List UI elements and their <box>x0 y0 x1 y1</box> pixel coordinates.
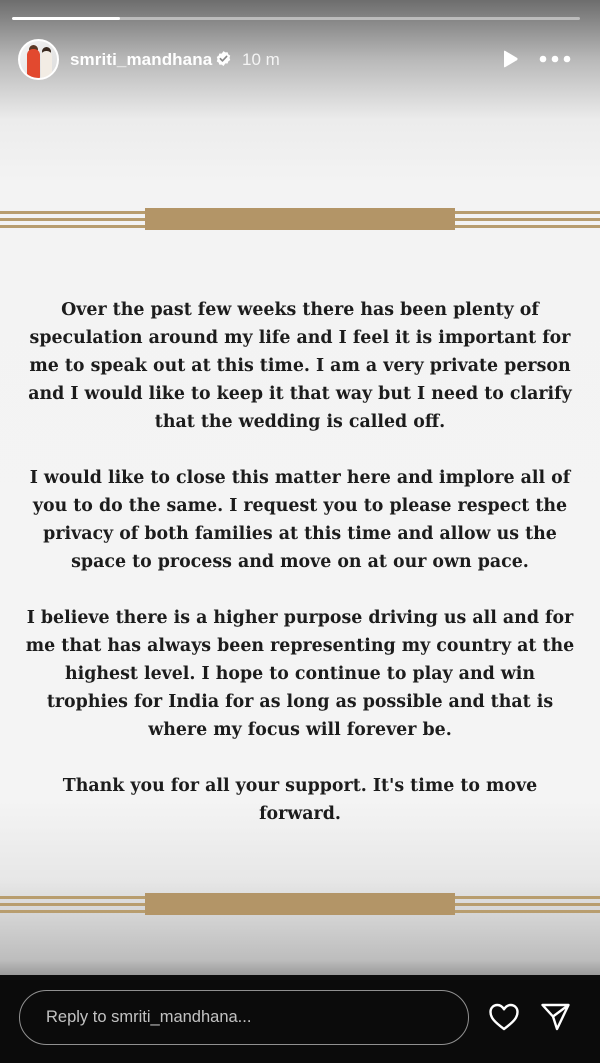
avatar[interactable] <box>18 39 59 80</box>
story-username[interactable]: smriti_mandhana <box>70 50 213 69</box>
story-progress-fill <box>12 17 120 20</box>
statement-paragraph-2: I would like to close this matter here and implore all of you to do the same. I request you to please respect the privacy of both families at this time and allow us the space to process and move on at our own pace. <box>29 468 571 572</box>
story-header <box>0 37 600 81</box>
story-time: 10 m <box>242 50 280 69</box>
statement-paragraph-1: Over the past few weeks there has been plenty of speculation around my life and I feel it is important for me to speak out at this time. I am a very private person and I would like to keep it that way but I need to clarify that the wedding is called off. <box>28 300 572 432</box>
heart-icon[interactable] <box>488 1002 520 1032</box>
more-icon[interactable] <box>539 55 571 63</box>
statement-paragraph-3: I believe there is a higher purpose driving us all and for me that has always been representing my country at the highest level. I hope to continue to play and win trophies for India for as long as possible and that is where my focus will forever be. <box>25 608 575 740</box>
send-icon[interactable] <box>540 1002 571 1032</box>
story-progress-bar <box>12 17 580 20</box>
verified-badge-icon <box>215 50 232 67</box>
reply-input[interactable] <box>19 990 469 1045</box>
reply-bar <box>0 975 600 1063</box>
play-icon[interactable] <box>500 49 520 69</box>
top-decorative-band <box>0 208 600 230</box>
statement-paragraph-4: Thank you for all your support. It's time to move forward. <box>62 776 538 824</box>
bottom-decorative-band <box>0 893 600 915</box>
bottom-band-block <box>145 893 455 915</box>
top-band-block <box>145 208 455 230</box>
statement-text <box>22 296 578 856</box>
